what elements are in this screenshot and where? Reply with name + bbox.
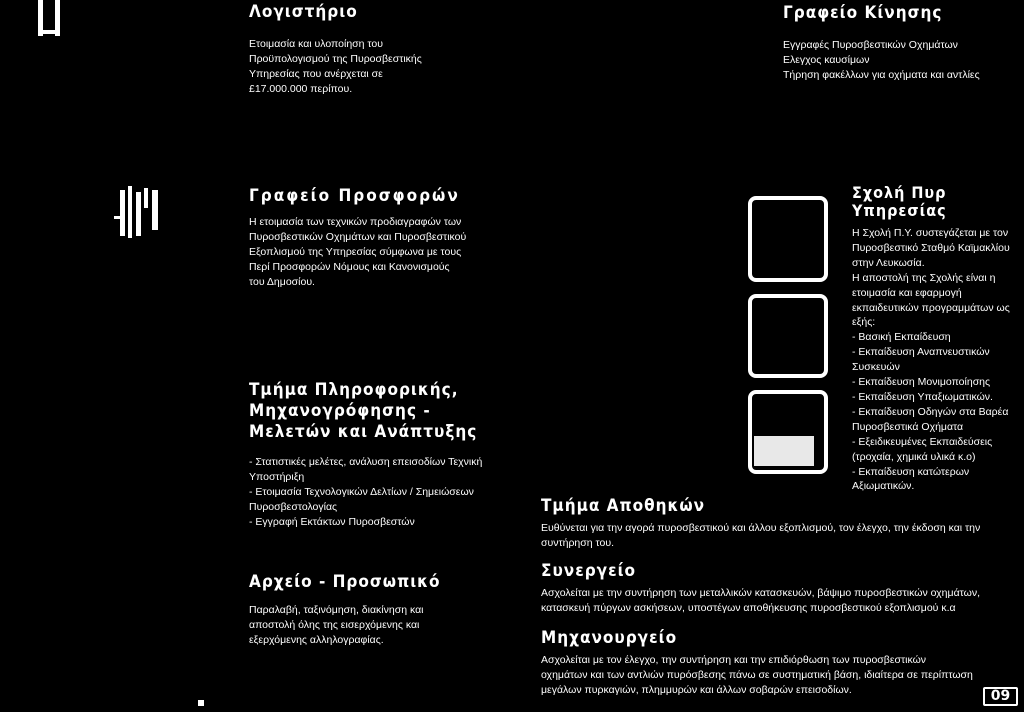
section-title: Μηχανουργείο [541,628,678,648]
section-logistirio [249,2,489,97]
section-body: Ασχολείται με την συντήρηση των μεταλλικών κατασκευών, βάψιμο πυροσβεστικών οχημάτων, κατασκευή πύργων ασκήσεων, υποστέγων αποθήκευσης πυροσβεστικού εξοπλισμού κ.α [541,587,981,614]
section-title: Γραφείο Προσφορών [249,186,460,206]
section-tmima-pliroforikis [249,380,519,530]
section-arxeio [249,572,519,648]
section-body: Η Σχολή Π.Υ. συστεγάζεται με τον Πυροσβεστικό Σταθμό Καϊμακλίου στην Λευκωσία. Η αποστολή της Σχολής είναι η ετοιμασία και εφαρμογή εκπαιδευτικών προγραμμάτων ως εξής: - Βασική Εκπαίδευση - Εκπαίδευση Αναπνευστικών Συσκευών - Εκπαίδευση Μονιμοποίησης - Εκπαίδευση Υπαξιωματικών. - Εκπαίδευση Οδηγών στα Βαρέα Πυροσβεστικά Οχήματα - Εξειδικευμένες Εκπαιδεύσεις (τροχαία, χημικά υλικά κ.ο) - Εκπαίδευση κατώτερων Αξιωματικών. [852,227,1010,493]
section-body: Εγγραφές Πυροσβεστικών Οχημάτων Ελεγχος καυσίμων Τήρηση φακέλλων για οχήματα και αντλίες [783,39,980,81]
section-title: Γραφείο Κίνησης [783,3,943,23]
section-body: Ετοιμασία και υλοποίηση του Προϋπολογισμού της Πυροσβεστικής Υπηρεσίας που ανέρχεται σε £17.000.000 περίπου. [249,38,422,95]
section-scholi [852,184,1022,494]
section-grafeio-prosforon [249,186,519,290]
section-title: Λογιστήριο [249,2,358,22]
section-title: Αρχείο - Προσωπικό [249,572,441,592]
decorative-dot [198,700,204,706]
section-synergeio [541,561,1001,616]
decorative-glyph [114,186,174,246]
section-title: Συνεργείο [541,561,637,581]
section-body: Η ετοιμασία των τεχνικών προδιαγραφών των Πυροσβεστικών Οχημάτων και Πυροσβεστικού Εξοπλισμού της Υπηρεσίας σύμφωνα με τους Περί Προσφορών Νόμους και Κανονισμούς του Δημοσίου. [249,216,467,288]
section-tmima-apothikon [541,496,1001,551]
section-grafeio-kinisis [783,3,1013,83]
section-title: Τμήμα Αποθηκών [541,496,706,516]
section-title: Τμήμα Πληροφορικής, Μηχανογρόφησης - Μελετών και Ανάπτυξης [249,380,478,442]
page-number: 09 [983,687,1018,706]
section-body: Ασχολείται με τον έλεγχο, την συντήρηση και την επιδιόρθωση των πυροσβεστικών οχημάτων και των αντλιών πυρόσβεσης πάνω σε συστηματική βάση, ιδιαίτερα σε περίπτωση μεγάλων πυρκαγιών, πλημμυρών και άλλων σοβαρών επεισοδίων. [541,654,973,696]
section-michanourgeio [541,628,981,698]
section-title: Σχολή Πυρ Υπηρεσίας [852,183,947,220]
decorative-bars [38,0,64,38]
section-body: Παραλαβή, ταξινόμηση, διακίνηση και αποστολή όλης της εισερχόμενης και εξερχόμενης αλληλογραφίας. [249,604,424,646]
section-body: Ευθύνεται για την αγορά πυροσβεστικού και άλλου εξοπλισμού, τον έλεγχο, την έκδοση και την συντήρηση του. [541,522,981,549]
section-body: - Στατιστικές μελέτες, ανάλυση επεισοδίων Τεχνική Υποστήριξη - Ετοιμασία Τεχνολογικών Δελτίων / Σημειώσεων Πυροσβεστολογίας - Εγγραφή Εκτάκτων Πυροσβεστών [249,456,483,528]
